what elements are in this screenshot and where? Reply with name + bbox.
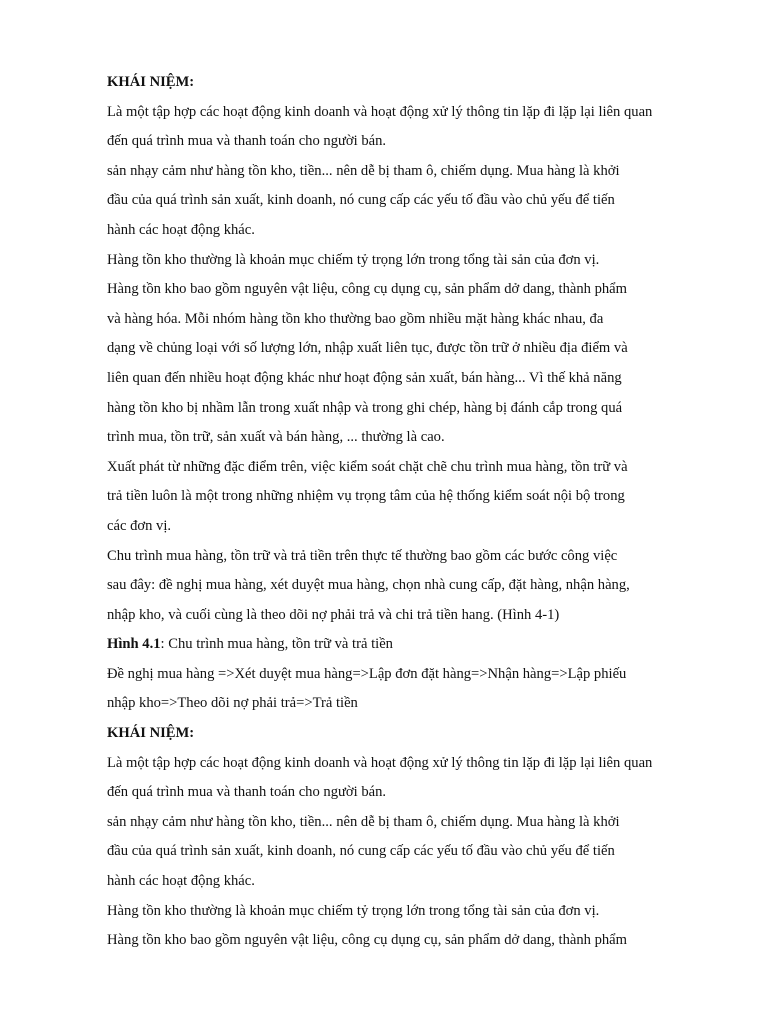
text-line: nhập kho, và cuối cùng là theo dõi nợ phải trả và chi trả tiền hang. (Hình 4-1): [107, 606, 560, 623]
figure-flow: [107, 660, 707, 719]
section-heading: KHÁI NIỆM:: [107, 725, 195, 742]
figure-caption: [107, 630, 707, 660]
text-line: liên quan đến nhiều hoạt động khác như hoạt động sản xuất, bán hàng... Vì thế khả năng: [107, 369, 622, 386]
text-line: Hàng tồn kho thường là khoản mục chiếm tỷ trọng lớn trong tổng tài sản của đơn vị.: [107, 251, 600, 268]
text-line: sản nhạy cảm như hàng tồn kho, tiền... nên dễ bị tham ô, chiếm dụng. Mua hàng là khởi: [107, 162, 620, 179]
text-line: đầu của quá trình sản xuất, kinh doanh, nó cung cấp các yếu tố đầu vào chủ yếu để tiến: [107, 843, 615, 860]
text-line: Hàng tồn kho bao gồm nguyên vật liệu, công cụ dụng cụ, sản phẩm dở dang, thành phẩm: [107, 281, 628, 298]
text-line: Hàng tồn kho bao gồm nguyên vật liệu, công cụ dụng cụ, sản phẩm dở dang, thành phẩm: [107, 932, 628, 949]
text-line: trình mua, tồn trữ, sản xuất và bán hàng, ... thường là cao.: [107, 429, 445, 446]
section-heading: KHÁI NIỆM:: [107, 74, 195, 90]
figure-caption-text: : Chu trình mua hàng, tồn trữ và trả tiền: [160, 636, 393, 653]
text-line: trả tiền luôn là một trong những nhiệm vụ trọng tâm của hệ thống kiểm soát nội bộ trong: [107, 488, 625, 505]
section-body: [107, 749, 707, 956]
text-line: hành các hoạt động khác.: [107, 873, 255, 890]
flow-line: nhập kho=>Theo dõi nợ phải trả=>Trả tiền: [107, 695, 358, 712]
text-line: hàng tồn kho bị nhầm lẫn trong xuất nhập và trong ghi chép, hàng bị đánh cắp trong quá: [107, 399, 623, 416]
text-line: hành các hoạt động khác.: [107, 221, 255, 238]
text-line: đầu của quá trình sản xuất, kinh doanh, nó cung cấp các yếu tố đầu vào chủ yếu để tiến: [107, 192, 615, 209]
text-line: các đơn vị.: [107, 517, 172, 534]
text-line: Xuất phát từ những đặc điểm trên, việc kiểm soát chặt chẽ chu trình mua hàng, tồn trữ và: [107, 458, 628, 475]
text-line: Hàng tồn kho thường là khoản mục chiếm tỷ trọng lớn trong tổng tài sản của đơn vị.: [107, 902, 600, 919]
text-line: sản nhạy cảm như hàng tồn kho, tiền... nên dễ bị tham ô, chiếm dụng. Mua hàng là khởi: [107, 813, 620, 830]
flow-line: Đề nghị mua hàng =>Xét duyệt mua hàng=>Lập đơn đặt hàng=>Nhận hàng=>Lập phiếu: [107, 665, 627, 682]
document-page: [107, 68, 707, 956]
text-line: Chu trình mua hàng, tồn trữ và trả tiền trên thực tế thường bao gồm các bước công việc: [107, 547, 618, 564]
text-line: và hàng hóa. Mỗi nhóm hàng tồn kho thường bao gồm nhiều mặt hàng khác nhau, đa: [107, 310, 604, 327]
section-body: [107, 98, 707, 631]
figure-label: Hình 4.1: [107, 636, 161, 653]
text-line: đến quá trình mua và thanh toán cho người bán.: [107, 133, 387, 150]
text-line: Là một tập hợp các hoạt động kinh doanh và hoạt động xử lý thông tin lặp đi lặp lại liên quan: [107, 103, 653, 120]
text-line: Là một tập hợp các hoạt động kinh doanh và hoạt động xử lý thông tin lặp đi lặp lại liên quan: [107, 754, 653, 771]
text-line: đến quá trình mua và thanh toán cho người bán.: [107, 784, 387, 801]
text-line: dạng về chủng loại với số lượng lớn, nhập xuất liên tục, được tồn trữ ở nhiều địa điểm và: [107, 340, 628, 357]
text-line: sau đây: đề nghị mua hàng, xét duyệt mua hàng, chọn nhà cung cấp, đặt hàng, nhận hàng,: [107, 577, 630, 594]
